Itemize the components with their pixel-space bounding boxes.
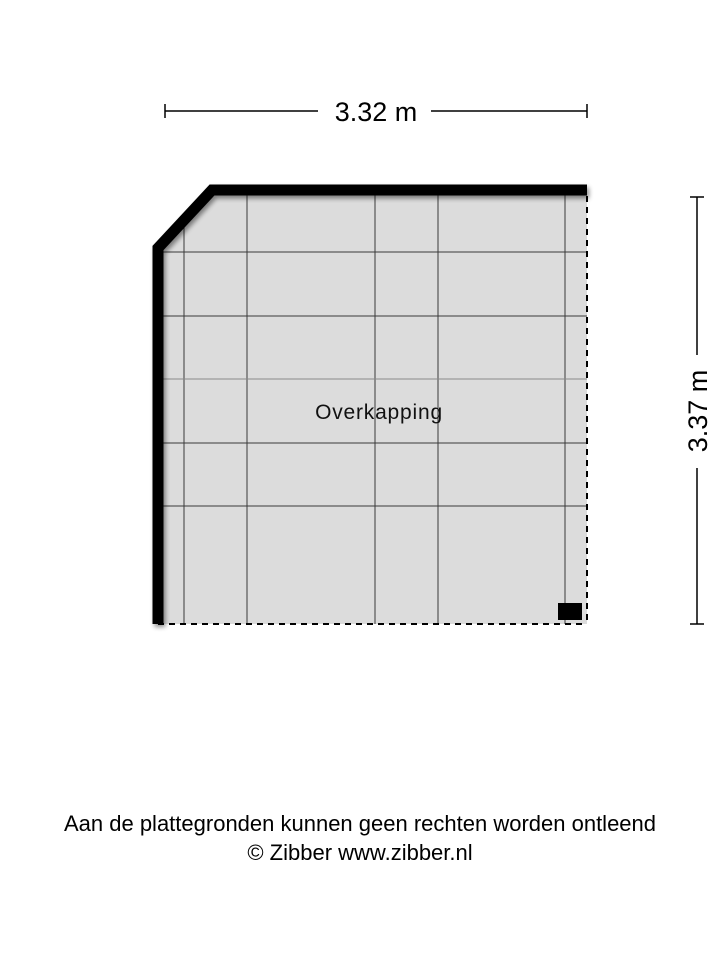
room-label: Overkapping [315,401,443,424]
disclaimer-text: Aan de plattegronden kunnen geen rechten worden ontleend [63,811,657,836]
copyright-text: © Zibber www.zibber.nl [247,840,473,865]
depth-dimension-label: 3.37 m [683,369,713,453]
corner-post [558,603,582,620]
width-dimension-label: 3.32 m [334,97,418,127]
